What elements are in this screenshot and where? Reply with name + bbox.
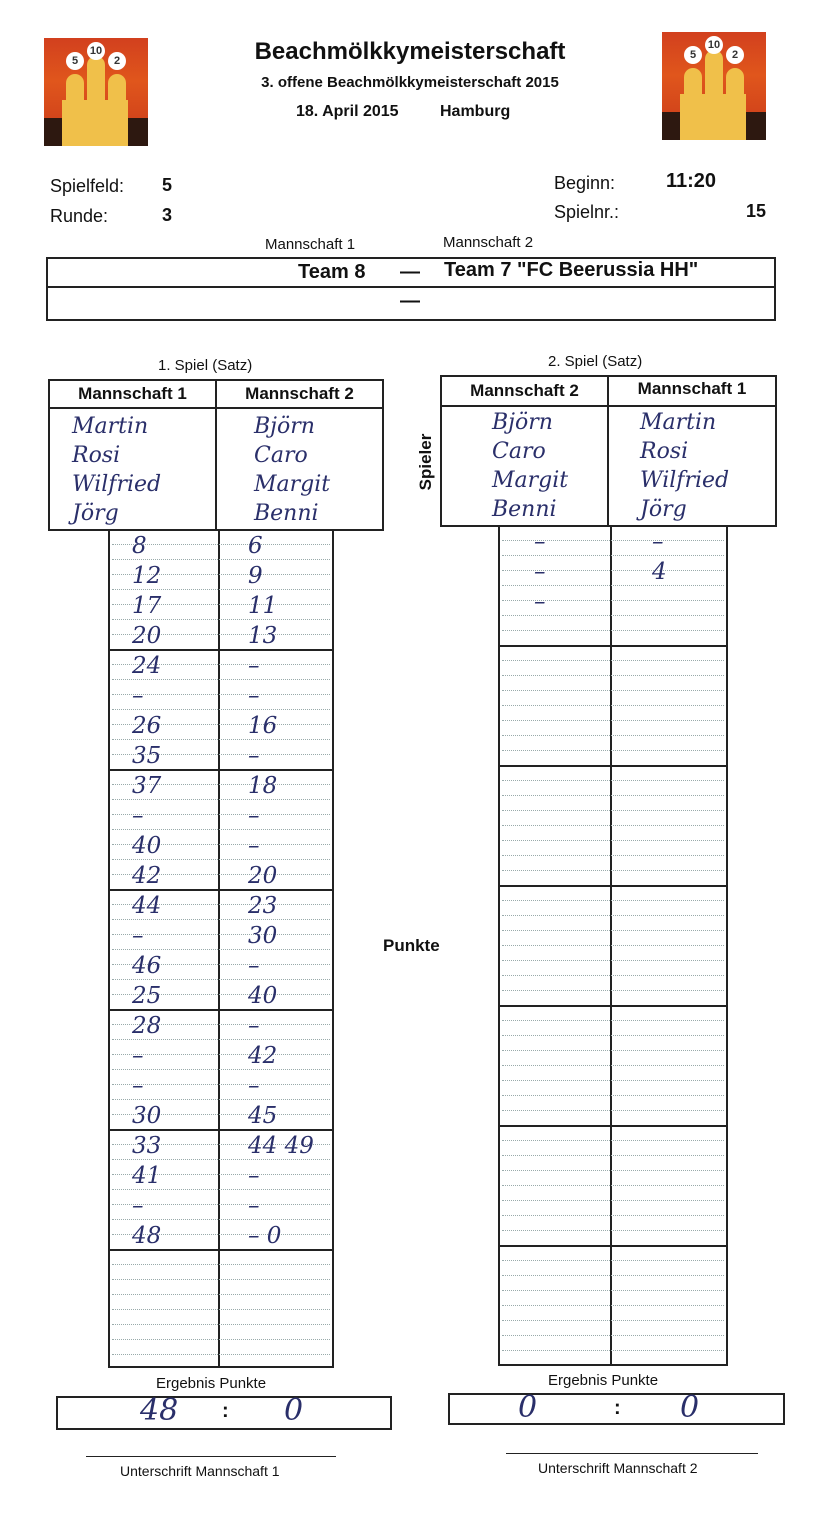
score-entry: 26 [132, 713, 162, 739]
spieler-label: Spieler [416, 433, 435, 491]
result1-sep: : [222, 1400, 229, 1422]
score-entry: 44 49 [248, 1133, 314, 1159]
score-entry: 17 [132, 593, 162, 619]
page-title: Beachmölkkymeisterschaft [254, 38, 566, 65]
pin-label: 2 [108, 52, 126, 70]
game1-col2-header: Mannschaft 2 [245, 384, 354, 403]
score-entry: 13 [248, 623, 278, 649]
player-name: Margit [492, 468, 569, 493]
score-entry: 45 [248, 1103, 278, 1129]
player-name: Rosi [72, 443, 121, 468]
signature1-label: Unterschrift Mannschaft 1 [120, 1463, 280, 1479]
score-entry: – [248, 953, 260, 979]
player-name: Jörg [640, 497, 687, 522]
score-entry: 40 [132, 833, 162, 859]
score-entry: 42 [248, 1043, 278, 1069]
score-entry: 37 [132, 773, 162, 799]
score-entry: 41 [132, 1163, 162, 1189]
player-name: Björn [492, 410, 553, 435]
score-entry: 33 [132, 1133, 162, 1159]
punkte-label: Punkte [383, 936, 440, 955]
spielfeld-label: Spielfeld: [50, 176, 125, 196]
score-entry: 46 [132, 953, 162, 979]
player-name: Björn [254, 414, 315, 439]
score-entry: 28 [132, 1013, 162, 1039]
spielnr-label: Spielnr.: [554, 202, 620, 222]
team-separator: — [400, 261, 420, 283]
pin-label: 2 [726, 46, 744, 64]
score-entry: – [248, 1013, 260, 1039]
pin-label: 5 [66, 52, 84, 70]
score-entry: – [248, 1163, 260, 1189]
game1-col1-header: Mannschaft 1 [78, 384, 187, 403]
player-name: Rosi [640, 439, 689, 464]
score-entry: 20 [248, 863, 278, 889]
result1-label: Ergebnis Punkte [156, 1375, 267, 1392]
event-city: Hamburg [440, 103, 511, 120]
player-name: Benni [254, 501, 319, 526]
result1-right: 0 [284, 1393, 304, 1428]
player-name: Wilfried [72, 472, 162, 497]
player-name: Jörg [72, 501, 119, 526]
score-entry: – [534, 559, 546, 585]
player-name: Caro [492, 439, 546, 464]
score-entry: 12 [132, 563, 162, 589]
game2-col1-header: Mannschaft 2 [470, 381, 579, 400]
game1-title: 1. Spiel (Satz) [158, 357, 253, 374]
player-name: Wilfried [640, 468, 730, 493]
score-entry: – [132, 923, 144, 949]
score-entry: – [248, 743, 260, 769]
score-entry: 40 [248, 983, 278, 1009]
event-date: 18. April 2015 [296, 103, 399, 120]
pin-label: 10 [705, 36, 723, 54]
score-entry: 48 [132, 1223, 162, 1249]
score-entry: 20 [132, 623, 162, 649]
logo-right [662, 32, 766, 140]
spielnr-value: 15 [746, 201, 767, 221]
pin-label: 10 [87, 42, 105, 60]
result2-right: 0 [680, 1390, 700, 1425]
score-entry: 24 [132, 653, 162, 679]
game2-title: 2. Spiel (Satz) [548, 353, 643, 370]
beginn-label: Beginn: [554, 173, 616, 193]
score-entry: – [248, 683, 260, 709]
team1-name: Team 8 [298, 261, 366, 283]
team1-label: Mannschaft 1 [265, 236, 356, 253]
result2-left: 0 [518, 1390, 538, 1425]
page-subtitle: 3. offene Beachmölkkymeisterschaft 2015 [261, 74, 559, 91]
score-entry: – [248, 833, 260, 859]
result2-label: Ergebnis Punkte [548, 1372, 659, 1389]
score-entry: – [248, 1073, 260, 1099]
score-entry: 4 [652, 559, 667, 585]
player-name: Benni [492, 497, 557, 522]
score-entry: – [132, 1193, 144, 1219]
team2-label: Mannschaft 2 [443, 234, 534, 251]
score-entry: – [248, 803, 260, 829]
score-entry: 23 [248, 893, 278, 919]
result2-sep: : [614, 1397, 621, 1419]
score-entry: – [132, 803, 144, 829]
game2-col2-header: Mannschaft 1 [637, 379, 747, 398]
spielfeld-value: 5 [162, 175, 173, 195]
player-name: Margit [254, 472, 331, 497]
score-entry: 30 [132, 1103, 162, 1129]
signature2-label: Unterschrift Mannschaft 2 [538, 1460, 698, 1476]
score-entry: 8 [132, 533, 147, 559]
logo-left [44, 38, 148, 146]
score-entry: 42 [132, 863, 162, 889]
score-entry: 6 [248, 533, 263, 559]
team-row2-separator: — [400, 290, 420, 312]
score-entry: – [132, 1043, 144, 1069]
score-entry: – [534, 529, 546, 555]
result1-left: 48 [140, 1393, 179, 1428]
team2-name: Team 7 "FC Beerussia HH" [444, 259, 699, 281]
runde-value: 3 [162, 205, 173, 225]
score-entry: – [248, 653, 260, 679]
score-entry: – [652, 529, 664, 555]
player-name: Martin [72, 414, 149, 439]
player-name: Caro [254, 443, 308, 468]
score-entry: – [132, 1073, 144, 1099]
score-entry: 16 [248, 713, 278, 739]
pin-label: 5 [684, 46, 702, 64]
runde-label: Runde: [50, 206, 109, 226]
score-entry: 44 [132, 893, 162, 919]
score-entry: – [132, 683, 144, 709]
score-entry: – 0 [248, 1223, 282, 1249]
score-entry: 25 [132, 983, 162, 1009]
beginn-value: 11:20 [666, 170, 717, 192]
score-entry: 9 [248, 563, 263, 589]
score-entry: 30 [248, 923, 278, 949]
score-entry: 11 [248, 593, 278, 619]
score-entry: 35 [132, 743, 162, 769]
score-entry: – [248, 1193, 260, 1219]
player-name: Martin [640, 410, 717, 435]
score-entry: 18 [248, 773, 278, 799]
score-entry: – [534, 589, 546, 615]
